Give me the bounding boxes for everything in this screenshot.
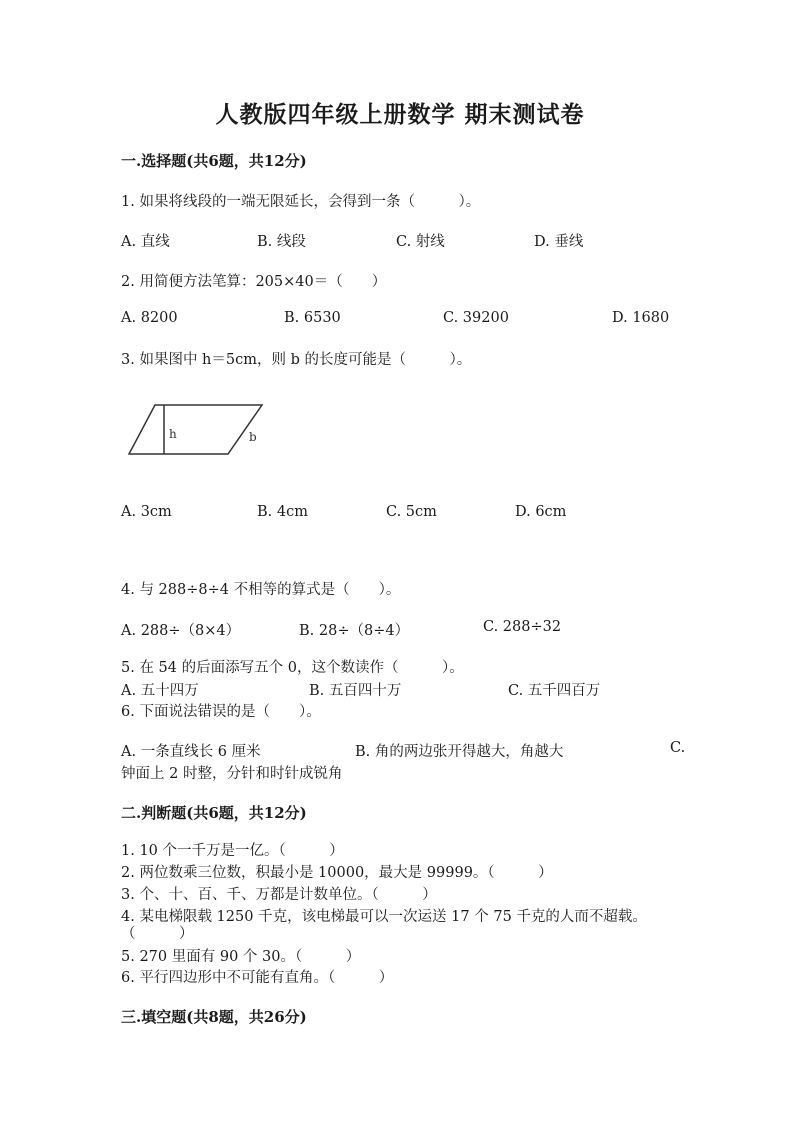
q1-option-b: B. 线段 <box>257 234 306 250</box>
q4-option-c: C. 288÷32 <box>483 619 562 635</box>
parallelogram-figure <box>125 398 270 462</box>
q4-option-a: A. 288÷（8×4） <box>121 623 241 639</box>
judgement-item-4-bracket: （ ） <box>121 926 194 942</box>
section-heading-choice: 一.选择题(共6题，共12分) <box>121 152 307 170</box>
q6-option-c: C. <box>670 740 686 756</box>
q1-option-d: D. 垂线 <box>534 234 584 250</box>
judgement-item-3: 3. 个、十、百、千、万都是计数单位。（ ） <box>121 887 437 903</box>
q5-option-b: B. 五百四十万 <box>309 683 402 699</box>
judgement-item-4: 4. 某电梯限载 1250 千克，该电梯最可以一次运送 17 个 75 千克的人而不超载。 <box>121 909 647 925</box>
label-h: h <box>169 427 177 441</box>
parallelogram-shape <box>129 405 262 454</box>
q2-option-d: D. 1680 <box>612 310 670 326</box>
q3-option-b: B. 4cm <box>257 504 308 520</box>
question-6: 6. 下面说法错误的是（ ）。 <box>121 704 321 720</box>
judgement-item-5: 5. 270 里面有 90 个 30。（ ） <box>121 949 361 965</box>
q6-option-a: A. 一条直线长 6 厘米 <box>121 744 261 760</box>
question-1: 1. 如果将线段的一端无限延长，会得到一条（ ）。 <box>121 194 481 210</box>
q2-option-b: B. 6530 <box>284 310 341 326</box>
page-title: 人教版四年级上册数学 期末测试卷 <box>215 101 585 128</box>
q4-option-b: B. 28÷（8÷4） <box>299 623 410 639</box>
question-2: 2. 用简便方法笔算：205×40＝（ ） <box>121 274 387 290</box>
q2-option-c: C. 39200 <box>443 310 509 326</box>
q6-option-c-text: 钟面上 2 时整，分针和时针成锐角 <box>121 766 343 782</box>
q6-option-b: B. 角的两边张开得越大，角越大 <box>355 744 564 760</box>
question-4: 4. 与 288÷8÷4 不相等的算式是（ ）。 <box>121 582 401 598</box>
section-heading-fill-in: 三.填空题(共8题，共26分) <box>121 1008 307 1026</box>
judgement-item-2: 2. 两位数乘三位数，积最小是 10000，最大是 99999。（ ） <box>121 865 553 881</box>
question-3: 3. 如果图中 h＝5cm，则 b 的长度可能是（ ）。 <box>121 352 472 368</box>
q3-option-c: C. 5cm <box>386 504 437 520</box>
label-b: b <box>249 430 257 444</box>
q3-option-d: D. 6cm <box>515 504 567 520</box>
q5-option-a: A. 五十四万 <box>121 683 199 699</box>
question-5: 5. 在 54 的后面添写五个 0，这个数读作（ ）。 <box>121 660 464 676</box>
section-heading-judgement: 二.判断题(共6题，共12分) <box>121 804 307 822</box>
judgement-item-1: 1. 10 个一千万是一亿。（ ） <box>121 843 344 859</box>
q1-option-c: C. 射线 <box>396 234 445 250</box>
q1-option-a: A. 直线 <box>121 234 170 250</box>
q2-option-a: A. 8200 <box>121 310 178 326</box>
judgement-item-6: 6. 平行四边形中不可能有直角。（ ） <box>121 970 394 986</box>
q3-option-a: A. 3cm <box>121 504 172 520</box>
q5-option-c: C. 五千四百万 <box>508 683 601 699</box>
